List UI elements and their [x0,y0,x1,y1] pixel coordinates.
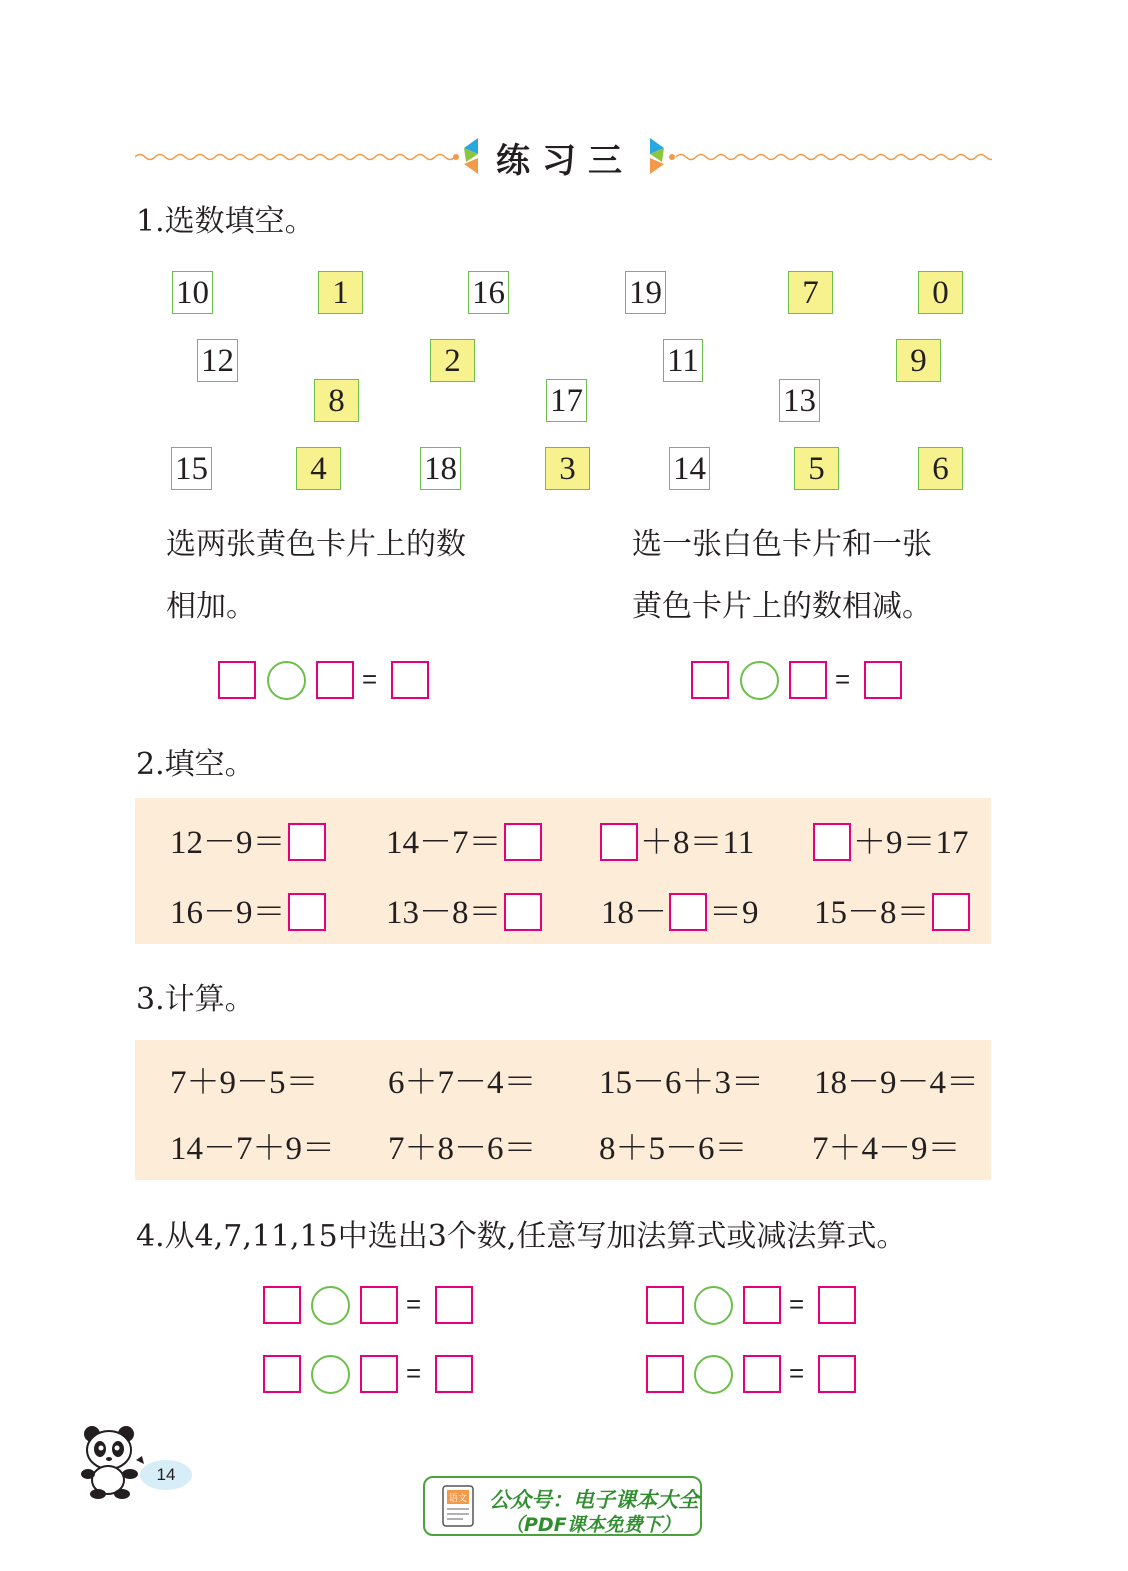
number-card: 6 [918,447,963,490]
answer-box[interactable] [646,1355,684,1393]
answer-box[interactable] [813,823,851,861]
number-card: 16 [468,271,509,314]
stamp-text-line1: 公众号：电子课本大全 [489,1488,699,1512]
equals-sign: = [789,1358,805,1388]
expression-text: 13－8＝ [386,895,502,931]
number-card: 19 [625,271,666,314]
number-card: 5 [794,447,839,490]
expression-text: ＝9 [709,895,759,931]
fill-blank-item [170,816,328,864]
answer-box[interactable] [218,661,256,699]
fill-blank-item [814,886,972,934]
number-card: 4 [296,447,341,490]
svg-text:语文: 语文 [448,1494,468,1504]
fill-blank-item [598,816,754,864]
number-card: 11 [663,339,703,382]
calc-expression: 7＋4－9＝ [812,1131,961,1167]
watermark-stamp [423,1476,702,1536]
answer-box[interactable] [263,1355,301,1393]
number-card: 0 [918,271,963,314]
answer-box[interactable] [435,1355,473,1393]
operator-circle[interactable] [267,661,306,700]
answer-box[interactable] [360,1355,398,1393]
calc-expression: 14－7＋9＝ [170,1131,335,1167]
number-card: 9 [896,339,941,382]
answer-box[interactable] [288,893,326,931]
instruction-add [166,514,506,638]
decorative-wave-right [676,150,992,164]
expression-text: 12－9＝ [170,825,286,861]
answer-box[interactable] [691,661,729,699]
answer-box[interactable] [743,1286,781,1324]
answer-box[interactable] [263,1286,301,1324]
answer-box[interactable] [932,893,970,931]
equals-sign: = [362,664,378,694]
panda-mascot-icon [78,1424,148,1500]
question-4-title: 4.从4,7,11,15中选出3个数,任意写加法算式或减法算式。 [136,1219,907,1254]
answer-box[interactable] [669,893,707,931]
number-card: 15 [171,447,212,490]
operator-circle[interactable] [694,1286,733,1325]
number-card: 3 [545,447,590,490]
instruction-subtract-line1: 选一张白色卡片和一张 [632,527,932,562]
operator-circle[interactable] [740,661,779,700]
answer-box[interactable] [600,823,638,861]
operator-circle[interactable] [311,1355,350,1394]
calc-expression: 7＋8－6＝ [388,1131,537,1167]
expression-text: ＋9＝17 [853,825,969,861]
expression-text: 18－ [601,895,667,931]
question-1-title: 1.选数填空。 [136,204,315,239]
page-title: 练习三 [496,141,634,181]
calc-expression: 6＋7－4＝ [388,1065,537,1101]
answer-box[interactable] [288,823,326,861]
title-arrow-left-icon [452,136,482,176]
title-arrow-right-icon [646,136,676,176]
instruction-subtract [632,514,972,638]
equals-sign: = [406,1358,422,1388]
decorative-wave-left [135,150,455,164]
fill-blank-item [386,816,544,864]
number-card: 2 [430,339,475,382]
answer-box[interactable] [504,823,542,861]
calc-expression: 18－9－4＝ [814,1065,979,1101]
answer-box[interactable] [435,1286,473,1324]
number-card: 12 [197,339,238,382]
number-card: 1 [318,271,363,314]
answer-box[interactable] [818,1286,856,1324]
number-card: 13 [779,379,820,422]
calc-expression: 15－6＋3＝ [599,1065,764,1101]
stamp-text-line2: （PDF课本免费下） [505,1514,681,1536]
expression-text: ＋8＝11 [640,825,755,861]
expression-text: 16－9＝ [170,895,286,931]
answer-box[interactable] [646,1286,684,1324]
instruction-add-line1: 选两张黄色卡片上的数 [166,527,466,562]
answer-box[interactable] [360,1286,398,1324]
answer-box[interactable] [391,661,429,699]
expression-text: 14－7＝ [386,825,502,861]
answer-box[interactable] [743,1355,781,1393]
instruction-subtract-line2: 黄色卡片上的数相减。 [632,589,932,624]
equals-sign: = [835,664,851,694]
number-card: 17 [546,379,587,422]
answer-box[interactable] [818,1355,856,1393]
operator-circle[interactable] [311,1286,350,1325]
fill-blank-item [170,886,328,934]
number-card: 14 [669,447,710,490]
answer-box[interactable] [864,661,902,699]
equals-sign: = [406,1289,422,1319]
answer-box[interactable] [789,661,827,699]
fill-blank-item [811,816,969,864]
number-card: 18 [420,447,461,490]
calc-expression: 7＋9－5＝ [170,1065,319,1101]
fill-blank-item [601,886,759,934]
expression-text: 15－8＝ [814,895,930,931]
fill-blank-item [386,886,544,934]
page-number: 14 [140,1460,192,1490]
answer-box[interactable] [504,893,542,931]
number-card: 10 [172,271,213,314]
operator-circle[interactable] [694,1355,733,1394]
question-2-title: 2.填空。 [136,747,255,782]
instruction-add-line2: 相加。 [166,589,256,624]
number-card: 8 [314,379,359,422]
question-3-title: 3.计算。 [136,982,255,1017]
answer-box[interactable] [316,661,354,699]
calc-expression: 8＋5－6＝ [599,1131,748,1167]
equals-sign: = [789,1289,805,1319]
book-icon [439,1483,481,1533]
number-card: 7 [788,271,833,314]
